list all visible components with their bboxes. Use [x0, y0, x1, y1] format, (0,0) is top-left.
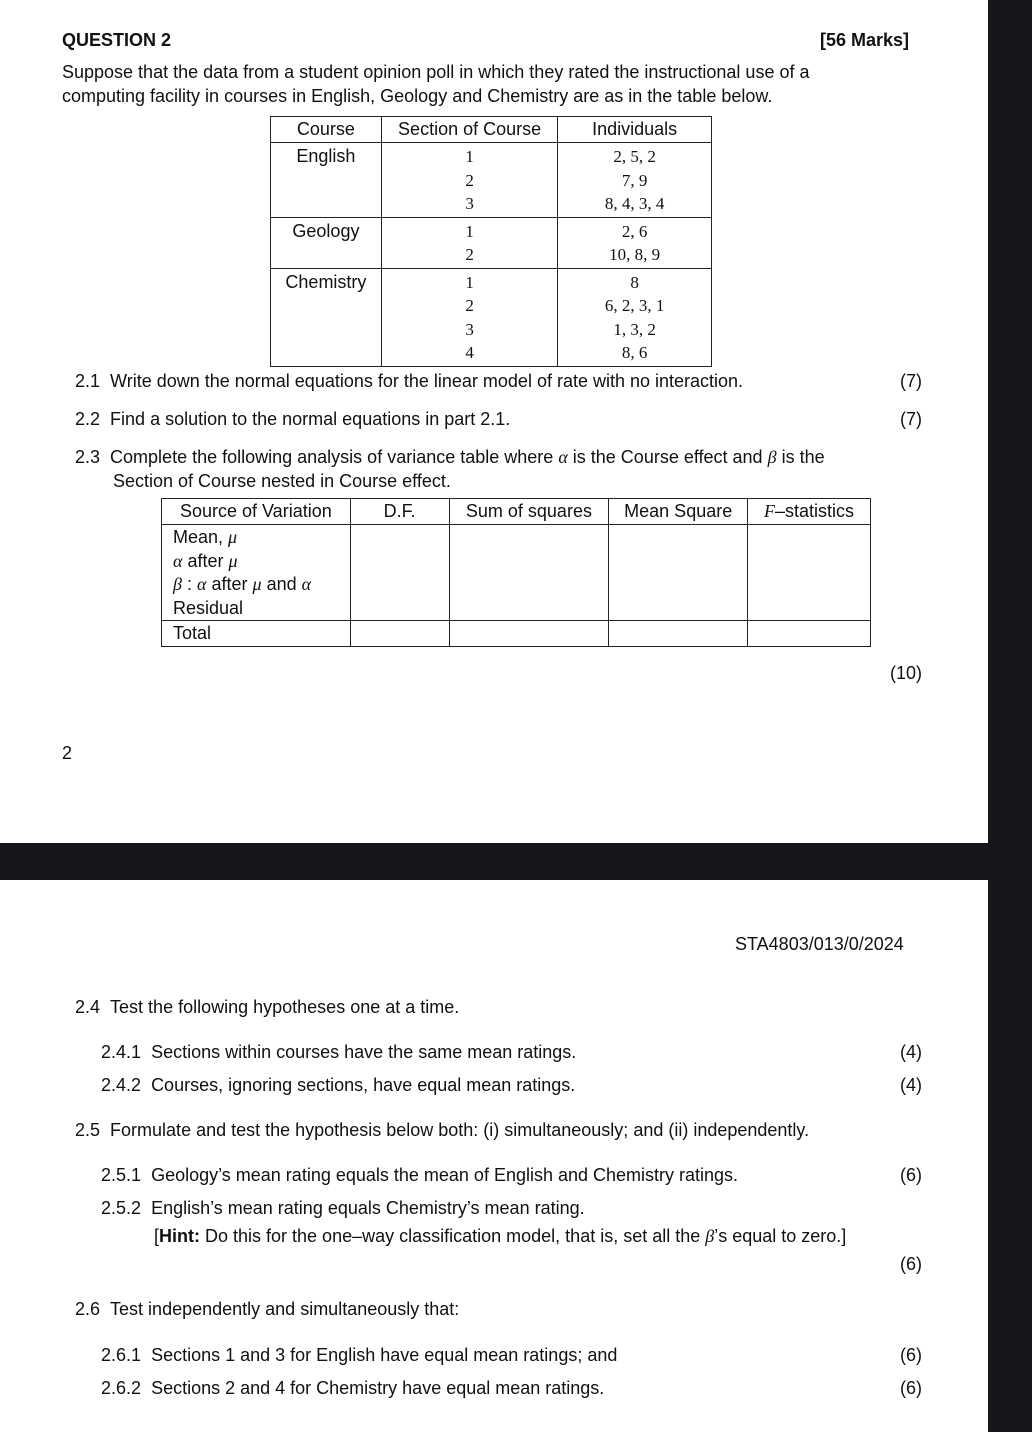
source-total: Total [162, 621, 351, 647]
ss-total-cell[interactable] [449, 621, 609, 647]
source-mean: Mean, μ [173, 527, 238, 547]
table-row-geology [271, 217, 712, 268]
page-number: 2 [62, 743, 73, 763]
source-residual: Residual [173, 597, 244, 618]
header-course: Course [271, 117, 382, 143]
source-beta: β : α after μ and α [173, 574, 312, 594]
q2-3-marks: (10) [889, 663, 922, 683]
q2-4-1-marks: (4) [900, 1042, 922, 1062]
course-geology: Geology [271, 217, 382, 268]
q2-4-2: 2.4.2 Courses, ignoring sections, have equal mean ratings. [101, 1075, 576, 1095]
table-row-english [271, 143, 712, 218]
df-total-cell[interactable] [350, 621, 449, 647]
individuals-english: 2, 5, 2 7, 9 8, 4, 3, 4 [558, 143, 712, 218]
q2-4: 2.4 Test the following hypotheses one at a time. [75, 997, 460, 1017]
q2-2-marks: (7) [900, 409, 922, 429]
header-ss: Sum of squares [449, 499, 609, 525]
course-chemistry: Chemistry [271, 268, 382, 366]
q2-4-1: 2.4.1 Sections within courses have the same mean ratings. [101, 1042, 577, 1062]
page-separator-bar [0, 843, 988, 880]
anova-table [161, 498, 871, 647]
q2-2: 2.2 Find a solution to the normal equations in part 2.1. [75, 409, 511, 429]
q2-5-2: 2.5.2 English’s mean rating equals Chemistry’s mean rating. [101, 1198, 585, 1218]
sections-chemistry: 1 2 3 4 [381, 268, 557, 366]
q2-3-line2: Section of Course nested in Course effect. [113, 471, 451, 491]
header-section: Section of Course [381, 117, 557, 143]
q2-5-2-hint: [Hint: Do this for the one–way classification model, that is, set all the β’s equal to zero.] [154, 1226, 847, 1246]
sections-geology: 1 2 [381, 217, 557, 268]
q2-1-marks: (7) [900, 371, 922, 391]
ms-cell[interactable] [609, 525, 748, 621]
ms-total-cell[interactable] [609, 621, 748, 647]
header-source: Source of Variation [162, 499, 351, 525]
header-individuals: Individuals [558, 117, 712, 143]
ss-cell[interactable] [449, 525, 609, 621]
q2-5-2-marks: (6) [900, 1254, 922, 1274]
question-title: QUESTION 2 [62, 30, 172, 50]
header-ms: Mean Square [609, 499, 748, 525]
individuals-chemistry: 8 6, 2, 3, 1 1, 3, 2 8, 6 [558, 268, 712, 366]
individuals-geology: 2, 6 10, 8, 9 [558, 217, 712, 268]
q2-5-1-marks: (6) [900, 1165, 922, 1185]
doc-code: STA4803/013/0/2024 [735, 934, 904, 954]
intro-line-2: computing facility in courses in English, Geology and Chemistry are as in the table below. [62, 86, 773, 106]
anova-total-row [162, 621, 871, 647]
q2-5-1: 2.5.1 Geology’s mean rating equals the mean of English and Chemistry ratings. [101, 1165, 739, 1185]
q2-1: 2.1 Write down the normal equations for the linear model of rate with no interaction. [75, 371, 744, 391]
header-f: F–statistics [748, 499, 871, 525]
f-cell[interactable] [748, 525, 871, 621]
q2-3-line1: 2.3 Complete the following analysis of variance table where α is the Course effect and β is the [75, 447, 825, 467]
q2-6: 2.6 Test independently and simultaneously that: [75, 1299, 460, 1319]
dark-margin-right [988, 0, 1032, 1432]
q2-4-2-marks: (4) [900, 1075, 922, 1095]
table-row-chemistry [271, 268, 712, 366]
question-marks: [56 Marks] [820, 30, 910, 50]
q2-5: 2.5 Formulate and test the hypothesis below both: (i) simultaneously; and (ii) independently. [75, 1120, 810, 1140]
f-total-cell[interactable] [748, 621, 871, 647]
df-cell[interactable] [350, 525, 449, 621]
anova-main-row [162, 525, 871, 621]
intro-line-1: Suppose that the data from a student opinion poll in which they rated the instructional use of a [62, 62, 810, 82]
opinion-data-table [270, 116, 712, 367]
q2-6-2-marks: (6) [900, 1378, 922, 1398]
sections-english: 1 2 3 [381, 143, 557, 218]
q2-6-1-marks: (6) [900, 1345, 922, 1365]
source-alpha: α after μ [173, 550, 238, 571]
source-cell [162, 525, 351, 621]
q2-6-2: 2.6.2 Sections 2 and 4 for Chemistry have equal mean ratings. [101, 1378, 605, 1398]
course-english: English [271, 143, 382, 218]
header-df: D.F. [350, 499, 449, 525]
q2-6-1: 2.6.1 Sections 1 and 3 for English have equal mean ratings; and [101, 1345, 618, 1365]
